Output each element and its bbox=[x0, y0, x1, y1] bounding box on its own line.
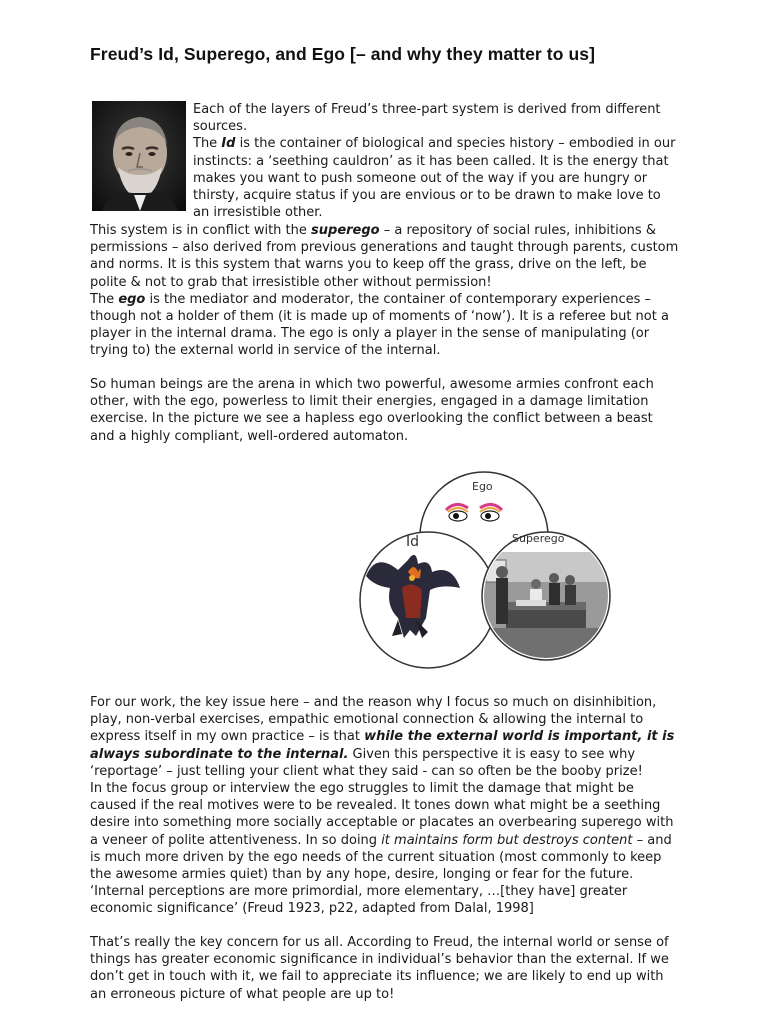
arena-paragraph: So human beings are the arena in which two powerful, awesome armies confront each other, with the ego, powerless to limit their energies, engaged in a damage limitation exercise. In the picture we see a hapless ego overlooking the conflict between a beast and a highly compliant, well-ordered automaton. bbox=[90, 377, 654, 444]
id-term: Id bbox=[221, 136, 236, 152]
focus-group-paragraph bbox=[90, 780, 680, 883]
key-issue-paragraph bbox=[90, 694, 680, 780]
text-span: The bbox=[193, 136, 222, 152]
text-span: – and is much more driven by the ego needs of the current situation (most commonly to keep the awesome armies quiet) than by any hope, desire, longing or fear for the future. bbox=[90, 832, 672, 883]
intro-text bbox=[193, 101, 678, 221]
text-span: is the container of biological and species history – embodied in our instincts: a ‘seething cauldron’ as it has been called. It is the energy that makes you want to push someone out of the way if you are hungry or thirsty, acquire status if you are envious or to be drawn to make love to an irresistible other. bbox=[193, 136, 676, 221]
focus-group-section bbox=[90, 694, 680, 918]
page-title: Freud’s Id, Superego, and Ego [– and why they matter to us] bbox=[90, 44, 596, 64]
intro-paragraph-2 bbox=[193, 135, 678, 221]
emphasis-form-content: it maintains form but destroys content bbox=[381, 832, 633, 848]
freud-portrait-image bbox=[92, 101, 186, 211]
text-span: This system is in conflict with the bbox=[90, 223, 312, 238]
text-span: – a repository of social rules, inhibitions & permissions – also derived from previous generations and taught through parents, custom and norms. It is this system that warns you to keep off the grass, drive on the left, be polite & not to grab that irresistible other without permission! bbox=[90, 223, 679, 290]
emphasis-external-world: while the external world is important, it is always subordinate to the internal. bbox=[90, 729, 675, 762]
superego-paragraph bbox=[90, 222, 680, 291]
superego-term: superego bbox=[311, 223, 380, 238]
freud-quote: ‘Internal perceptions are more primordial, more elementary, …[they have] greater economic significance’ (Freud 1923, p22, adapted from Dalal, 1998] bbox=[90, 884, 628, 917]
ego-label: Ego bbox=[472, 480, 493, 493]
ego-id-superego-diagram bbox=[356, 468, 612, 672]
id-label: Id bbox=[406, 534, 420, 550]
ego-term: ego bbox=[118, 291, 146, 307]
text-span: For our work, the key issue here – and the reason why I focus so much on disinhibition, play, non-verbal exercises, empathic emotional connection & allowing the internal to express itself in my own practice – is that bbox=[90, 695, 657, 745]
superego-ego-section bbox=[90, 222, 680, 360]
text-span: The bbox=[90, 291, 119, 307]
ego-paragraph bbox=[90, 291, 680, 360]
text-span: Given this perspective it is easy to see why ‘reportage’ – just telling your client what they said - can so often be the booby prize! bbox=[90, 746, 643, 779]
text-span: In the focus group or interview the ego struggles to limit the damage that might be caused if the real motives were to be revealed. It tones down what might be a seething desire into something more socially acceptable or placates an overbearing superego with a veneer of polite attentiveness. In so doing bbox=[90, 781, 674, 848]
superego-label: Superego bbox=[512, 532, 565, 545]
text-span: is the mediator and moderator, the container of contemporary experiences – though not a holder of them (it is made up of moments of ‘now’). It is a referee but not a player in the internal drama. The ego is only a player in the sense of manipulating (or trying to) the external world in service of the internal. bbox=[90, 291, 669, 359]
intro-paragraph-1: Each of the layers of Freud’s three-part system is derived from different sources. bbox=[193, 102, 661, 135]
conclusion-paragraph: That’s really the key concern for us all. According to Freud, the internal world or sense of things has greater economic significance in individual’s behavior than the external. If we don’t get in touch with it, we fail to appreciate its influence; we are likely to end up with an erroneous picture of what people are up to! bbox=[90, 935, 669, 1002]
